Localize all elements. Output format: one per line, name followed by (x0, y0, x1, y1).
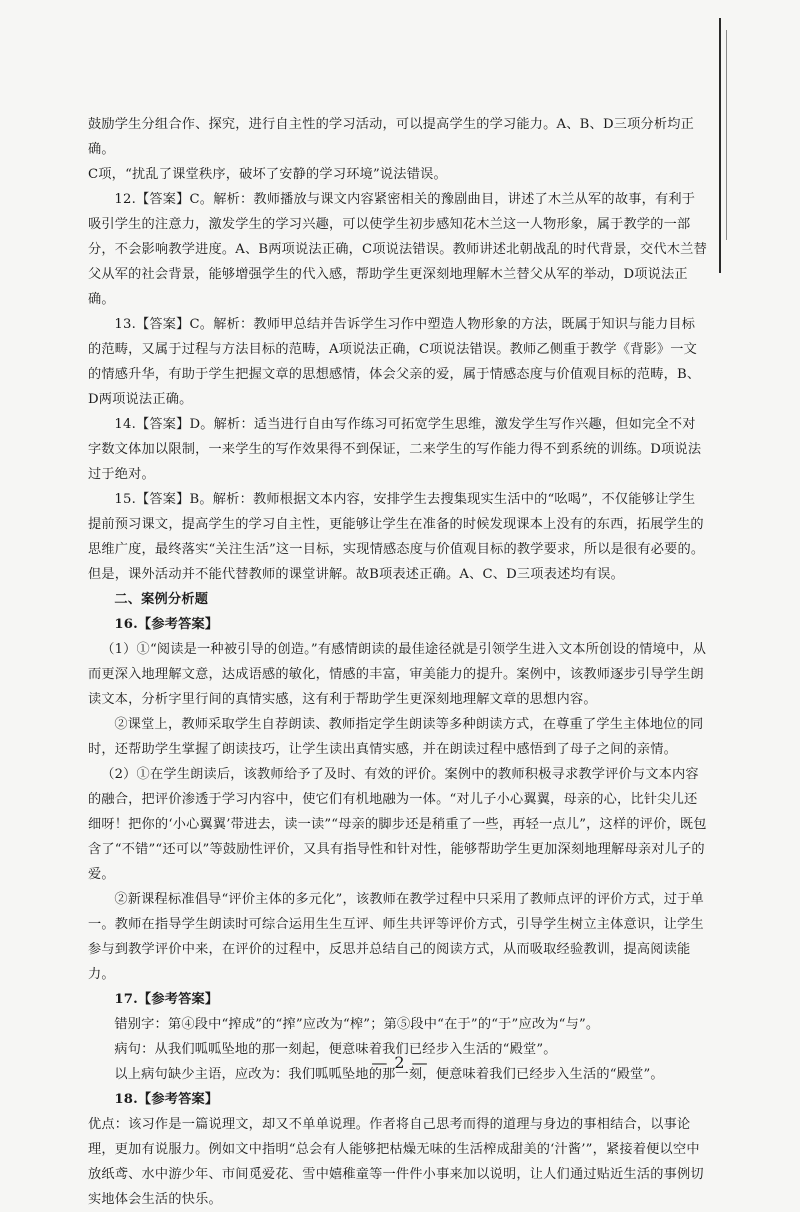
answer-16-heading: 16.【参考答案】 (114, 617, 219, 632)
answer-16-part-2b: ②新课程标准倡导“评价主体的多元化”，该教师在教学过程中只采用了教师点评的评价方式，过于单一。教师在指导学生朗读时可综合运用生生互评、师生共评等评价方式，引导学生树立主体意识，让学生参与到教学评价中来，在评价的过程中，反思并总结自己的阅读方式，从而吸取经验教训，提高阅读能力。 (88, 892, 704, 982)
answer-text-body (88, 112, 708, 1212)
answer-17-sentence: 病句：从我们呱呱坠地的那一刻起，便意味着我们已经步入生活的“殿堂”。 (114, 1042, 557, 1057)
answer-12: 12.【答案】C。解析：教师播放与课文内容紧密相关的豫剧曲目，讲述了木兰从军的故事，有利于吸引学生的注意力，激发学生的学习兴趣，可以使学生初步感知花木兰这一人物形象，属于教学的一部分，不会影响教学进度。A、B两项说法正确，C项说法错误。教师讲述北朝战乱的时代背景，交代木兰替父从军的社会背景，能够增强学生的代入感，帮助学生更深刻地理解木兰替父从军的举动，D项说法正确。 (88, 192, 707, 307)
answer-18-body: 优点：该习作是一篇说理文，却又不单单说理。作者将自己思考而得的道理与身边的事相结合，以事论理，更加有说服力。例如文中指明“总会有人能够把枯燥无味的生活榨成甜美的‘汁酱’”，紧接着便以空中放纸鸢、水中游少年、市间觅爱花、雪中嬉稚童等一件件小事来加以说明，让人们通过贴近生活的事例切实地体会生活的快乐。 (88, 1117, 704, 1207)
paragraph-continuation: 鼓励学生分组合作、探究，进行自主性的学习活动，可以提高学生的学习能力。A、B、D三项分析均正确。 (88, 117, 695, 157)
answer-17-fix: 以上病句缺少主语，应改为：我们呱呱坠地的那一刻，便意味着我们已经步入生活的“殿堂”。 (114, 1067, 664, 1082)
scan-edge-line (719, 18, 721, 273)
answer-13: 13.【答案】C。解析：教师甲总结并告诉学生习作中塑造人物形象的方法，既属于知识与能力目标的范畴，又属于过程与方法目标的范畴，A项说法正确，C项说法错误。教师乙侧重于教学《背影》一文的情感升华，有助于学生把握文章的思想感情，体会父亲的爱，属于情感态度与价值观目标的范畴，B、D两项说法正确。 (88, 317, 701, 407)
answer-14: 14.【答案】D。解析：适当进行自由写作练习可拓宽学生思维，激发学生写作兴趣，但如完全不对字数文体加以限制，一来学生的写作效果得不到保证，二来学生的写作能力得不到系统的训练。D项说法过于绝对。 (88, 417, 702, 482)
page-number: — 2 — (371, 1053, 429, 1072)
answer-17-typos: 错别字：第④段中“搾成”的“搾”应改为“榨”；第⑤段中“在于”的“于”应改为“与”。 (114, 1017, 600, 1032)
answer-18-heading: 18.【参考答案】 (114, 1092, 219, 1107)
answer-15: 15.【答案】B。解析：教师根据文本内容，安排学生去搜集现实生活中的“吆喝”，不仅能够让学生提前预习课文，提高学生的学习自主性，更能够让学生在准备的时候发现课本上没有的东西，拓展学生的思维广度，最终落实“关注生活”这一目标，实现情感态度与价值观目标的教学要求，所以是很有必要的。但是，课外活动并不能代替教师的课堂讲解。故B项表述正确。A、C、D三项表述均有误。 (88, 492, 705, 582)
answer-16-part-2a: （2）①在学生朗读后，该教师给予了及时、有效的评价。案例中的教师积极寻求教学评价与文本内容的融合，把评价渗透于学习内容中，使它们有机地融为一体。“对儿子小心翼翼，母亲的心，比针尖儿还细呀！把你的‘小心翼翼’带进去，读一读”“母亲的脚步还是稍重了一些，再轻一点儿”，这样的评价，既包含了“不错”“还可以”等鼓励性评价，又具有指导性和针对性，能够帮助学生更加深刻地理解母亲对儿子的爱。 (88, 767, 707, 882)
scan-edge-line-faint (726, 30, 727, 240)
section-heading-case-analysis: 二、案例分析题 (114, 592, 209, 607)
paragraph-option-c: C项，“扰乱了课堂秩序，破坏了安静的学习环境”说法错误。 (88, 167, 447, 182)
answer-17-heading: 17.【参考答案】 (114, 992, 219, 1007)
answer-16-part-1b: ②课堂上，教师采取学生自荐朗读、教师指定学生朗读等多种朗读方式，在尊重了学生主体地位的同时，还帮助学生掌握了朗读技巧，让学生读出真情实感，并在朗读过程中感悟到了母子之间的亲情。 (88, 717, 704, 757)
answer-16-part-1a: （1）①“阅读是一种被引导的创造。”有感情朗读的最佳途径就是引领学生进入文本所创设的情境中，从而更深入地理解文意，达成语感的敏化，情感的丰富，审美能力的提升。案例中，该教师逐步引导学生朗读文本，分析字里行间的真情实感，这有利于帮助学生更深刻地理解文章的思想内容。 (88, 642, 707, 707)
